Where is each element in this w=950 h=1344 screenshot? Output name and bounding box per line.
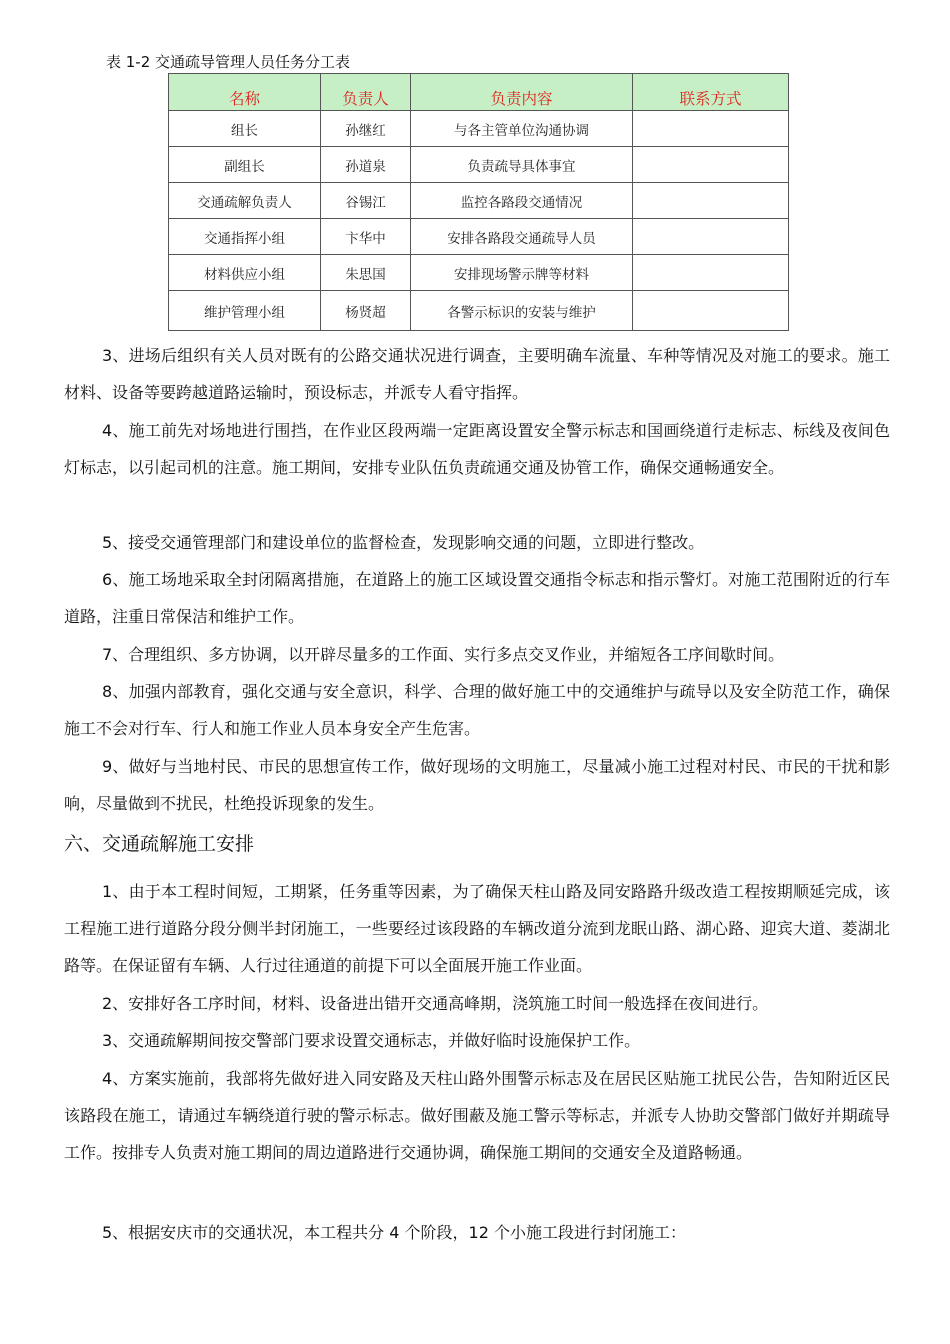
table-row	[169, 111, 789, 147]
paragraph-item-5: 5、接受交通管理部门和建设单位的监督检查，发现影响交通的问题，立即进行整改。	[102, 533, 705, 552]
cell-role: 交通疏解负责人	[169, 183, 321, 219]
section-heading: 六、交通疏解施工安排	[64, 833, 255, 855]
cell-contact	[633, 291, 789, 331]
cell-contact	[633, 111, 789, 147]
paragraph-item-3: 3、进场后组织有关人员对既有的公路交通状况进行调查，主要明确车流量、车种等情况及对施工的要求。施工材料、设备等要跨越道路运输时，预设标志，并派专人看守指挥。	[64, 346, 890, 402]
cell-contact	[633, 255, 789, 291]
cell-duty: 负责疏导具体事宜	[411, 147, 633, 183]
cell-duty: 安排现场警示牌等材料	[411, 255, 633, 291]
cell-contact	[633, 147, 789, 183]
paragraph-section6-item-5: 5、根据安庆市的交通状况，本工程共分 4 个阶段，12 个小施工段进行封闭施工：	[102, 1223, 686, 1242]
cell-contact	[633, 183, 789, 219]
table-header-row	[169, 74, 789, 111]
column-header-duty: 负责内容	[411, 74, 633, 111]
table-caption: 表 1-2 交通疏导管理人员任务分工表	[106, 53, 351, 71]
paragraph-item-4: 4、施工前先对场地进行围挡，在作业区段两端一定距离设置安全警示标志和国画绕道行走标志、标线及夜间色灯标志，以引起司机的注意。施工期间，安排专业队伍负责疏通交通及协管工作，确保交通畅通安全。	[64, 421, 890, 477]
table-row	[169, 183, 789, 219]
paragraph-section6-item-4: 4、方案实施前，我部将先做好进入同安路及天柱山路外围警示标志及在居民区贴施工扰民公告，告知附近区民该路段在施工，请通过车辆绕道行驶的警示标志。做好围蔽及施工警示等标志，并派专人协助交警部门做好并期疏导工作。按排专人负责对施工期间的周边道路进行交通协调，确保施工期间的交通安全及道路畅通。	[64, 1069, 890, 1162]
cell-duty: 各警示标识的安装与维护	[411, 291, 633, 331]
column-header-contact: 联系方式	[633, 74, 789, 111]
table-row	[169, 147, 789, 183]
paragraph-section6-item-2: 2、安排好各工序时间，材料、设备进出错开交通高峰期，浇筑施工时间一般选择在夜间进行。	[102, 994, 769, 1013]
cell-person: 卞华中	[321, 219, 411, 255]
paragraph-item-9: 9、做好与当地村民、市民的思想宣传工作，做好现场的文明施工，尽量减小施工过程对村民、市民的干扰和影响，尽量做到不扰民，杜绝投诉现象的发生。	[64, 757, 890, 813]
cell-person: 谷锡江	[321, 183, 411, 219]
cell-role: 材料供应小组	[169, 255, 321, 291]
paragraph-section6-item-1: 1、由于本工程时间短，工期紧，任务重等因素，为了确保天柱山路及同安路路升级改造工程按期顺延完成，该工程施工进行道路分段分侧半封闭施工，一些要经过该段路的车辆改道分流到龙眠山路、湖心路、迎宾大道、菱湖北路等。在保证留有车辆、人行过往通道的前提下可以全面展开施工作业面。	[64, 882, 890, 975]
cell-contact	[633, 219, 789, 255]
cell-duty: 与各主管单位沟通协调	[411, 111, 633, 147]
task-assignment-table	[168, 73, 789, 331]
paragraph-item-8: 8、加强内部教育，强化交通与安全意识，科学、合理的做好施工中的交通维护与疏导以及安全防范工作，确保施工不会对行车、行人和施工作业人员本身安全产生危害。	[64, 682, 890, 738]
cell-person: 孙道泉	[321, 147, 411, 183]
cell-person: 孙继红	[321, 111, 411, 147]
table-row	[169, 255, 789, 291]
paragraph-section6-item-3: 3、交通疏解期间按交警部门要求设置交通标志，并做好临时设施保护工作。	[102, 1031, 641, 1050]
paragraph-item-6: 6、施工场地采取全封闭隔离措施，在道路上的施工区域设置交通指令标志和指示警灯。对施工范围附近的行车道路，注重日常保洁和维护工作。	[64, 570, 890, 626]
cell-role: 副组长	[169, 147, 321, 183]
column-header-person: 负责人	[321, 74, 411, 111]
cell-duty: 安排各路段交通疏导人员	[411, 219, 633, 255]
paragraph-item-7: 7、合理组织、多方协调，以开辟尽量多的工作面、实行多点交叉作业，并缩短各工序间歇时间。	[102, 645, 785, 664]
table-row	[169, 219, 789, 255]
column-header-role: 名称	[169, 74, 321, 111]
cell-person: 朱思国	[321, 255, 411, 291]
cell-role: 维护管理小组	[169, 291, 321, 331]
table-row	[169, 291, 789, 331]
cell-person: 杨贤超	[321, 291, 411, 331]
cell-role: 组长	[169, 111, 321, 147]
cell-duty: 监控各路段交通情况	[411, 183, 633, 219]
cell-role: 交通指挥小组	[169, 219, 321, 255]
